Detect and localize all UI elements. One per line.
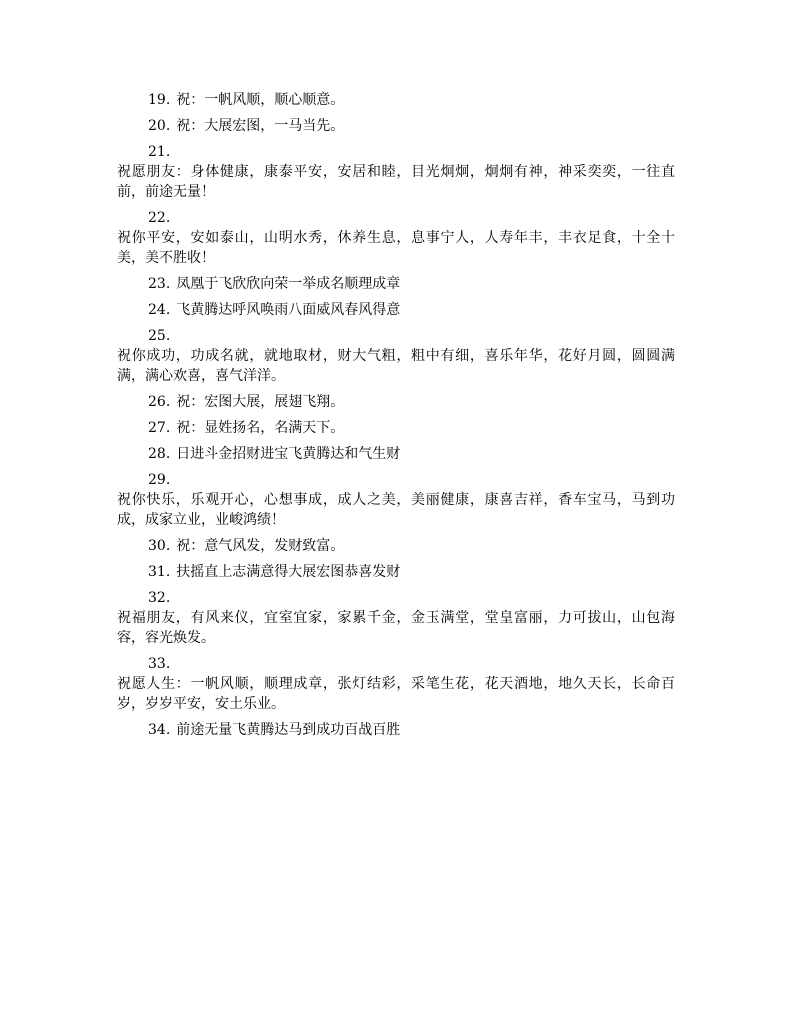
item-text: 祝你成功，功成名就，就地取材，财大气粗，粗中有细，喜乐年华，花好月圆，圆圆满满，满心欢喜，喜气洋洋。 bbox=[117, 348, 675, 384]
item-text: 飞黄腾达呼风唤雨八面威风春风得意 bbox=[176, 302, 401, 318]
item-number: 27. bbox=[148, 420, 171, 436]
item-number: 32. bbox=[148, 590, 171, 606]
item-text: 扶摇直上志满意得大展宏图恭喜发财 bbox=[176, 564, 401, 580]
list-item bbox=[117, 418, 675, 438]
item-number: 21. bbox=[148, 144, 171, 160]
list-item bbox=[117, 142, 675, 202]
entry-list bbox=[117, 90, 675, 740]
list-item bbox=[117, 720, 675, 740]
item-text: 祝福朋友，有风来仪，宜室宜家，家累千金，金玉满堂，堂皇富丽，力可拔山，山包海容，容光焕发。 bbox=[117, 610, 675, 646]
item-number: 26. bbox=[148, 394, 171, 410]
list-item bbox=[117, 208, 675, 268]
list-item bbox=[117, 562, 675, 582]
item-text: 祝：显姓扬名，名满天下。 bbox=[176, 420, 345, 436]
list-item bbox=[117, 300, 675, 320]
item-text: 祝愿人生：一帆风顺，顺理成章，张灯结彩，采笔生花，花天酒地，地久天长，长命百岁，岁岁平安，安土乐业。 bbox=[117, 676, 675, 712]
item-text: 祝：意气风发，发财致富。 bbox=[176, 538, 345, 554]
item-number: 30. bbox=[148, 538, 171, 554]
list-item bbox=[117, 326, 675, 386]
item-number: 31. bbox=[148, 564, 171, 580]
item-text: 凤凰于飞欣欣向荣一举成名顺理成章 bbox=[176, 276, 401, 292]
item-text: 祝愿朋友：身体健康，康泰平安，安居和睦，目光炯炯，炯炯有神，神采奕奕，一往直前，前途无量！ bbox=[117, 164, 675, 200]
list-item bbox=[117, 470, 675, 530]
item-number: 20. bbox=[148, 118, 171, 134]
item-text: 祝你平安，安如泰山，山明水秀，休养生息，息事宁人，人寿年丰，丰衣足食，十全十美，美不胜收！ bbox=[117, 230, 675, 266]
item-text: 祝你快乐，乐观开心，心想事成，成人之美，美丽健康，康喜吉祥，香车宝马，马到功成，成家立业，业峻鸿绩！ bbox=[117, 492, 675, 528]
item-text: 祝：宏图大展，展翅飞翔。 bbox=[176, 394, 345, 410]
item-number: 28. bbox=[148, 446, 171, 462]
list-item bbox=[117, 274, 675, 294]
item-number: 22. bbox=[148, 210, 171, 226]
list-item bbox=[117, 116, 675, 136]
item-text: 前途无量飞黄腾达马到成功百战百胜 bbox=[176, 722, 401, 738]
list-item bbox=[117, 588, 675, 648]
item-number: 19. bbox=[148, 92, 171, 108]
list-item bbox=[117, 90, 675, 110]
item-number: 24. bbox=[148, 302, 171, 318]
list-item bbox=[117, 392, 675, 412]
item-number: 25. bbox=[148, 328, 171, 344]
item-text: 祝：大展宏图，一马当先。 bbox=[176, 118, 345, 134]
item-number: 29. bbox=[148, 472, 171, 488]
item-text: 祝：一帆风顺，顺心顺意。 bbox=[176, 92, 345, 108]
item-number: 34. bbox=[148, 722, 171, 738]
list-item bbox=[117, 654, 675, 714]
item-number: 23. bbox=[148, 276, 171, 292]
list-item bbox=[117, 536, 675, 556]
item-number: 33. bbox=[148, 656, 171, 672]
item-text: 日进斗金招财进宝飞黄腾达和气生财 bbox=[176, 446, 401, 462]
list-item bbox=[117, 444, 675, 464]
